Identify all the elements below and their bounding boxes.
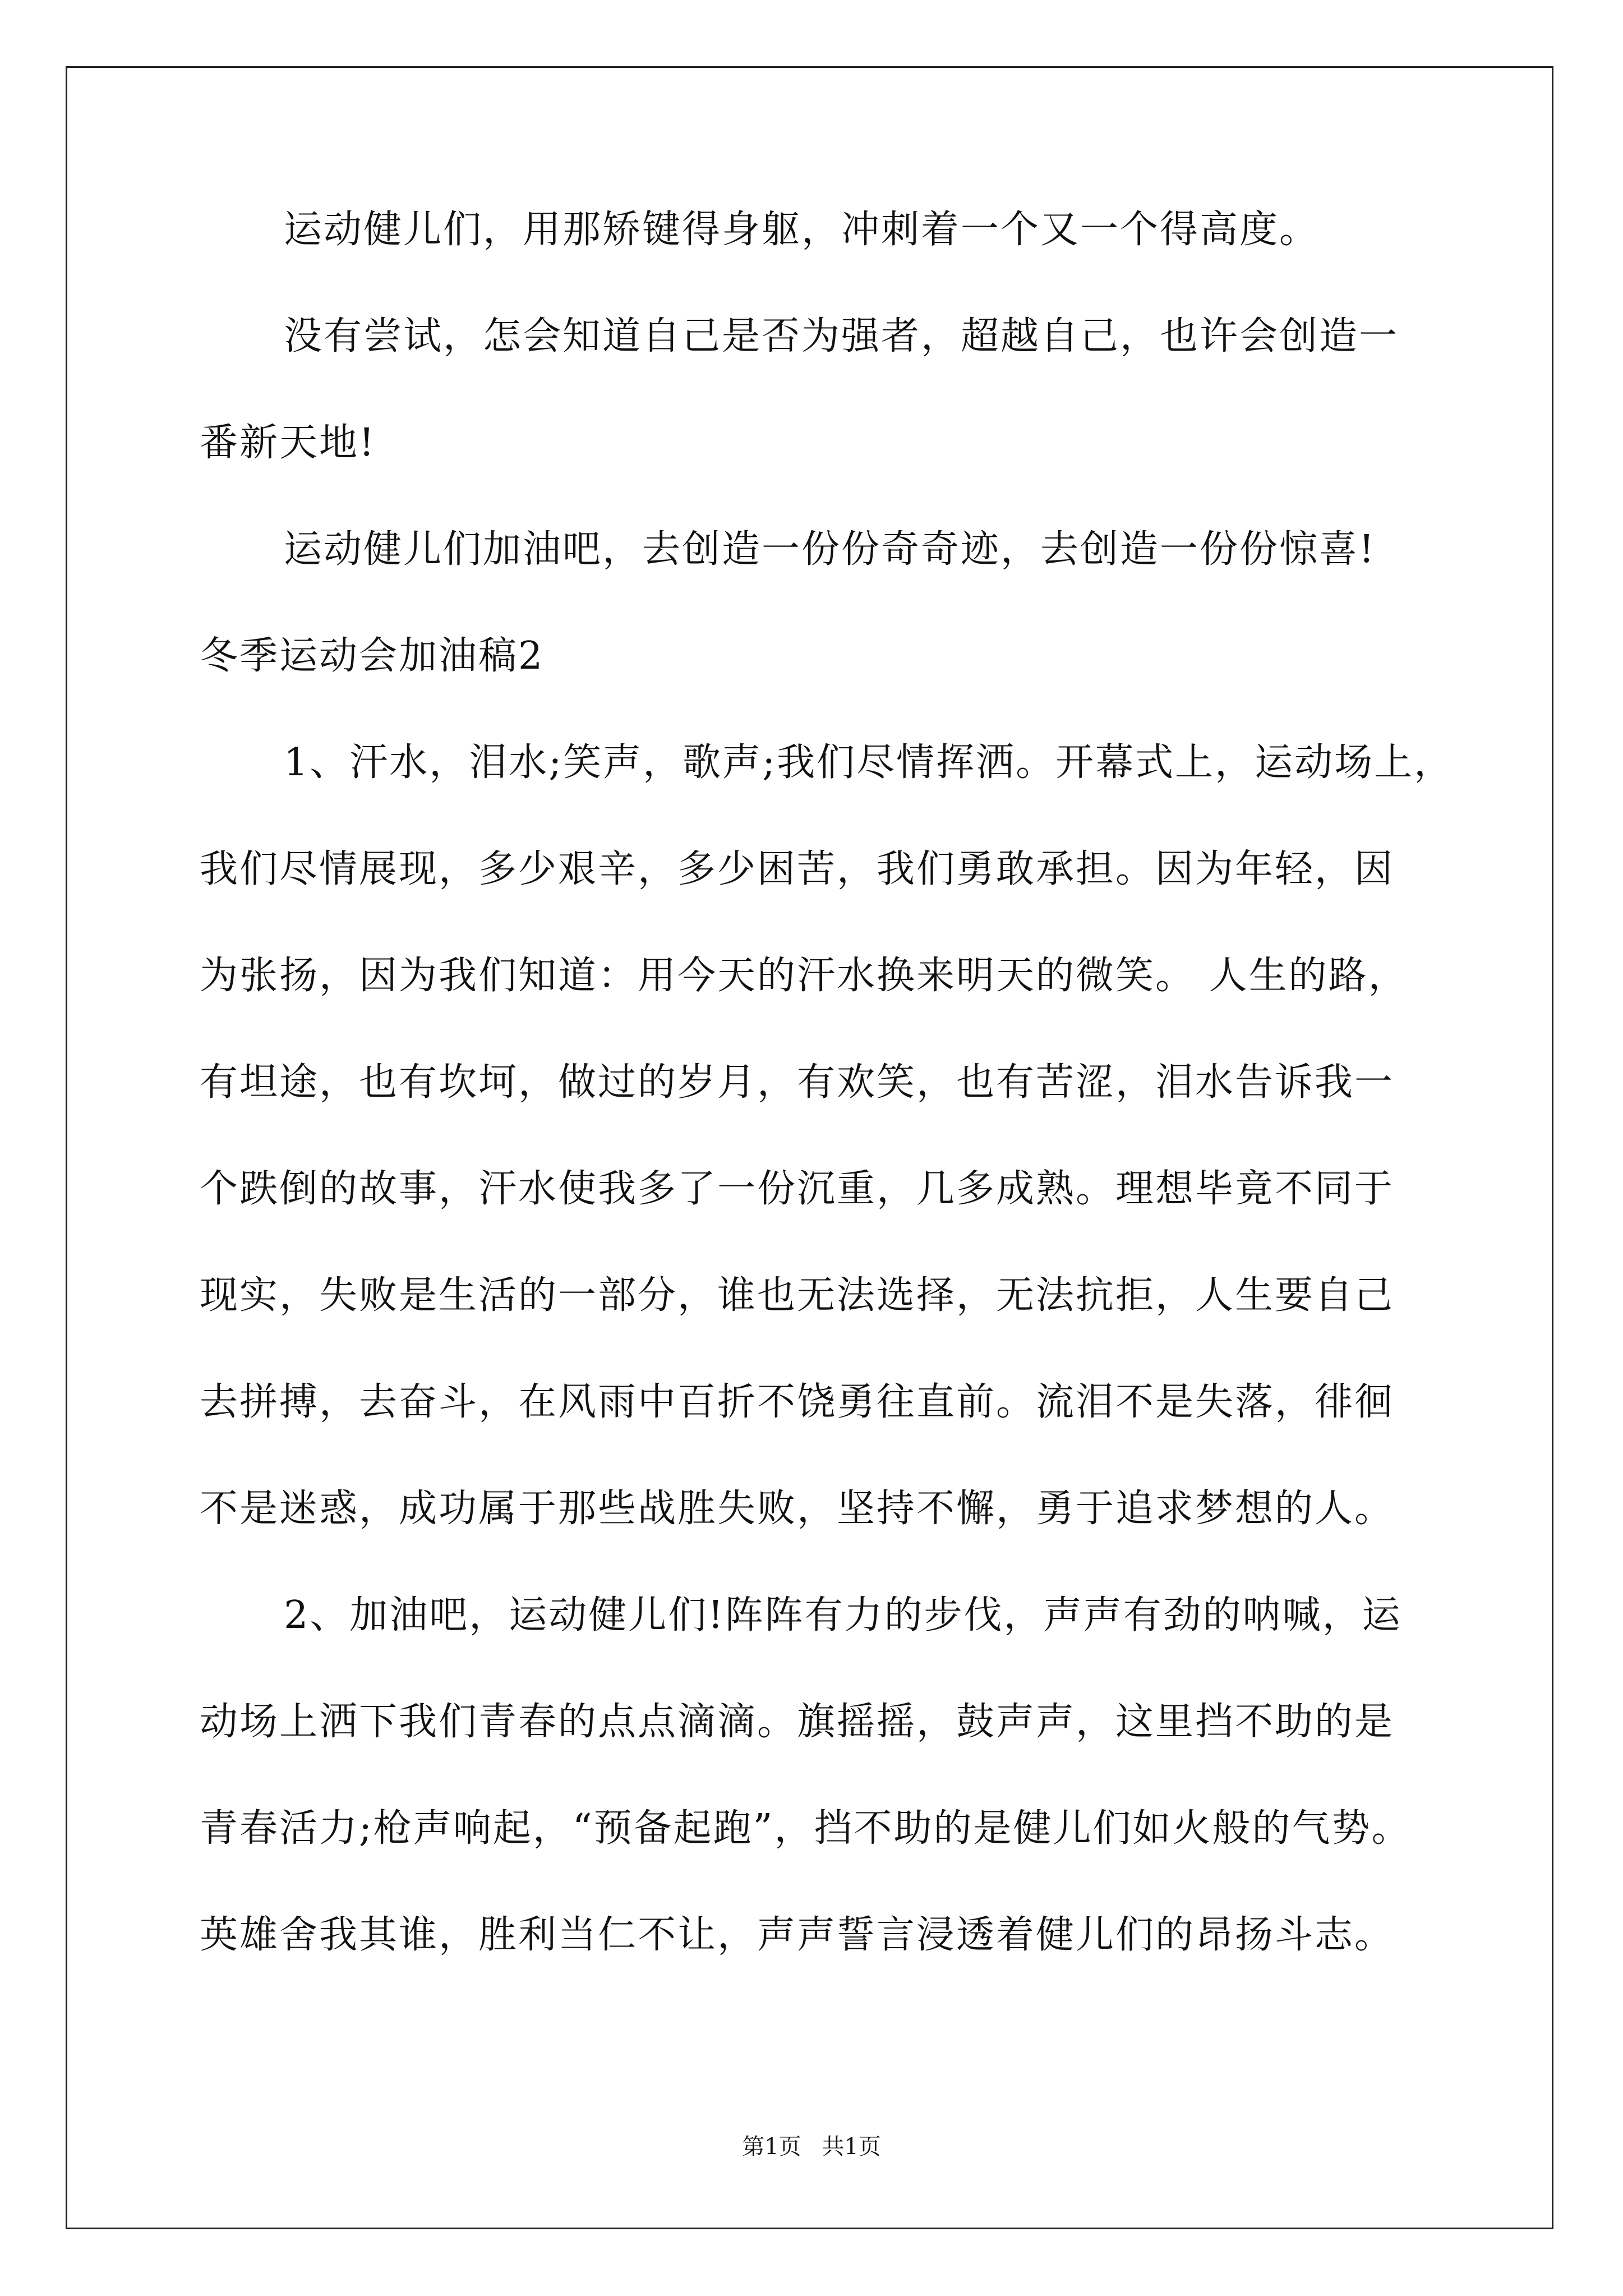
paragraph-line: 我们尽情展现，多少艰辛，多少困苦，我们勇敢承担。因为年轻，因 [200, 847, 1395, 891]
section-heading: 冬季运动会加油稿2 [200, 634, 545, 678]
paragraph-line: 运动健儿们加油吧，去创造一份份奇奇迹，去创造一份份惊喜! [284, 527, 1376, 572]
page-border [66, 66, 1553, 2229]
paragraph-line: 运动健儿们，用那矫键得身躯，冲刺着一个又一个得高度。 [284, 208, 1320, 252]
paragraph-line: 个跌倒的故事，汗水使我多了一份沉重，几多成熟。理想毕竟不同于 [200, 1167, 1395, 1211]
page-total: 共1页 [822, 2134, 881, 2160]
paragraph-line: 为张扬，因为我们知道：用今天的汗水换来明天的微笑。 人生的路， [200, 954, 1408, 998]
paragraph-line: 1、汗水，泪水;笑声，歌声;我们尽情挥洒。开幕式上，运动场上， [284, 740, 1454, 785]
paragraph-line: 有坦途，也有坎坷，做过的岁月，有欢笑，也有苦涩，泪水告诉我一 [200, 1060, 1395, 1105]
paragraph-line: 2、加油吧，运动健儿们!阵阵有力的步伐，声声有劲的呐喊，运 [284, 1593, 1402, 1637]
paragraph-line: 青春活力;枪声响起，“预备起跑”，挡不助的是健儿们如火般的气势。 [200, 1806, 1412, 1851]
paragraph-line: 不是迷惑，成功属于那些战胜失败，坚持不懈，勇于追求梦想的人。 [200, 1487, 1395, 1531]
paragraph-line: 英雄舍我其谁，胜利当仁不让，声声誓言浸透着健儿们的昂扬斗志。 [200, 1913, 1395, 1957]
paragraph-line: 番新天地! [200, 421, 376, 465]
paragraph-line: 没有尝试，怎会知道自己是否为强者，超越自己，也许会创造一 [284, 314, 1399, 358]
page-footer [0, 2129, 1623, 2161]
page-number: 第1页 [742, 2134, 801, 2160]
paragraph-line: 去拼搏，去奋斗，在风雨中百折不饶勇往直前。流泪不是失落，徘徊 [200, 1380, 1395, 1424]
paragraph-line: 动场上洒下我们青春的点点滴滴。旗摇摇，鼓声声，这里挡不助的是 [200, 1700, 1395, 1744]
paragraph-line: 现实，失败是生活的一部分，谁也无法选择，无法抗拒，人生要自己 [200, 1273, 1395, 1318]
